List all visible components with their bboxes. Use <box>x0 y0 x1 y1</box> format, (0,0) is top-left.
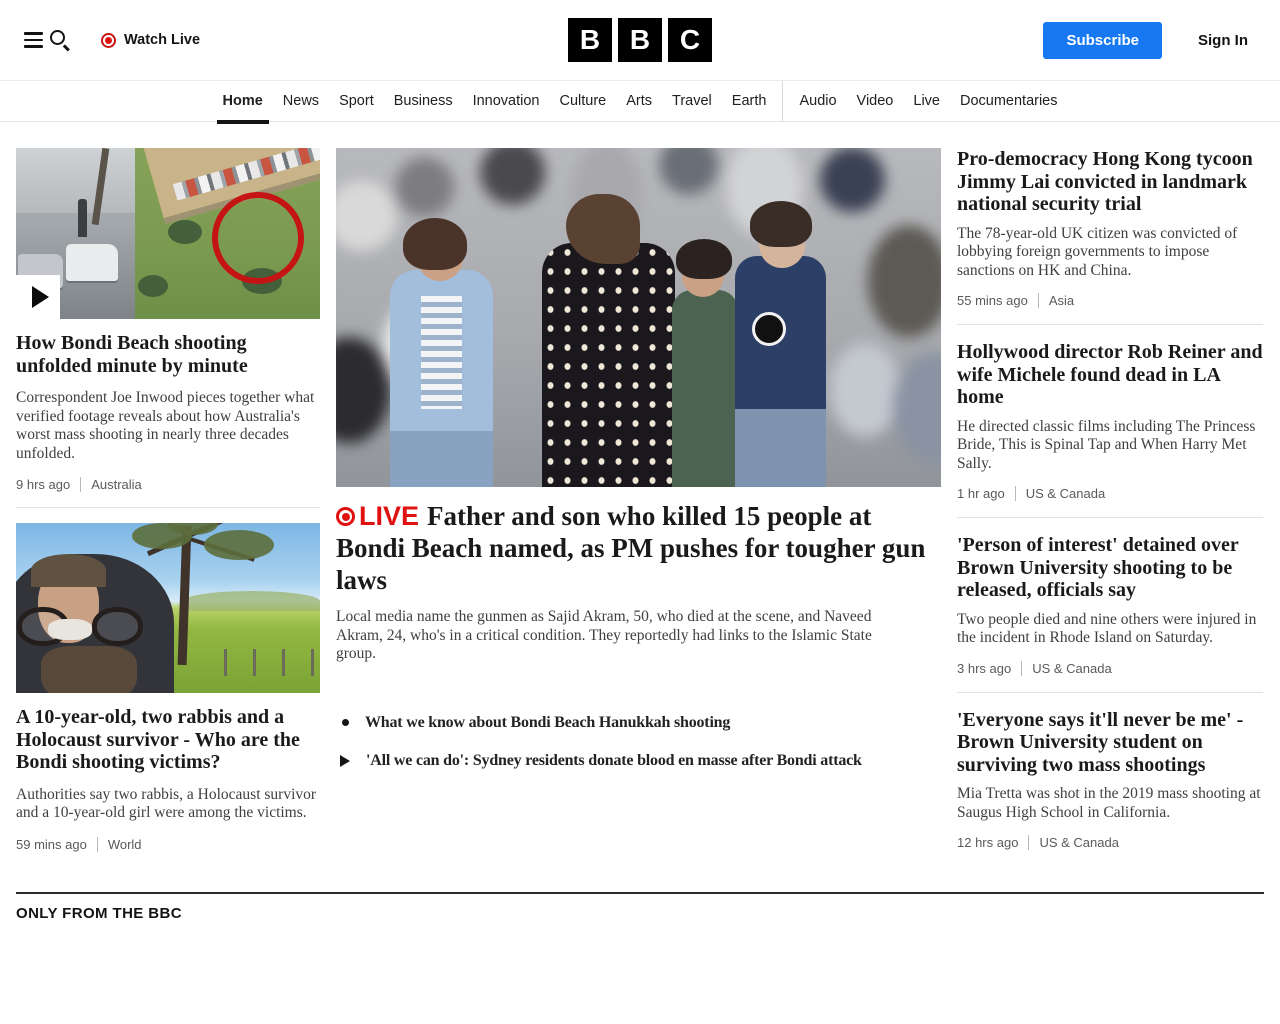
related-link-2[interactable] <box>336 752 941 770</box>
nav-item-arts[interactable]: Arts <box>626 93 653 109</box>
right-story-1-summary: The 78-year-old UK citizen was convicted of lobbying foreign governments to impose sanctions on HK and China. <box>957 224 1238 279</box>
logo-letter: B <box>618 18 662 62</box>
mourner-figure <box>672 290 739 487</box>
left-story-1-summary: Correspondent Joe Inwood pieces together what verified footage reveals about how Australia's worst mass shooting in nearly three decades unfolded. <box>16 389 315 462</box>
right-story-2-headline[interactable]: Hollywood director Rob Reiner and wife Michele found dead in LA home <box>957 341 1263 408</box>
category-link[interactable]: Australia <box>91 477 142 492</box>
person-shape <box>16 554 174 693</box>
left-story-2-image[interactable] <box>16 523 320 693</box>
timestamp: 12 hrs ago <box>957 835 1019 850</box>
left-story-2-meta <box>16 837 320 852</box>
left-story-1-video-thumbnail[interactable] <box>16 148 320 319</box>
right-story-1 <box>957 148 1263 308</box>
nav-item-audio[interactable]: Audio <box>799 93 837 109</box>
logo-letter: B <box>568 18 612 62</box>
meta-divider <box>1021 661 1022 676</box>
subscribe-button[interactable]: Subscribe <box>1043 22 1162 59</box>
site-header <box>0 0 1280 80</box>
left-story-2-headline[interactable]: A 10-year-old, two rabbis and a Holocaust survivor - Who are the Bondi shooting victims? <box>16 706 300 773</box>
sign-in-button[interactable]: Sign In <box>1198 31 1248 49</box>
nav-item-news[interactable]: News <box>282 93 320 109</box>
timestamp: 1 hr ago <box>957 486 1005 501</box>
bullet-icon <box>342 719 349 726</box>
primary-nav <box>0 80 1280 122</box>
right-story-2-summary: He directed classic films including The Princess Bride, This is Spinal Tap and When Harry Met Sally. <box>957 417 1256 472</box>
red-circle-annotation <box>212 192 304 284</box>
live-dot-icon <box>101 33 116 48</box>
watch-live-label: Watch Live <box>124 32 201 48</box>
search-icon <box>49 29 71 51</box>
right-story-3-meta <box>957 661 1263 676</box>
nav-item-earth[interactable]: Earth <box>731 93 767 109</box>
right-story-4-summary: Mia Tretta was shot in the 2019 mass shooting at Saugus High School in California. <box>957 785 1261 821</box>
play-icon[interactable] <box>16 275 60 319</box>
left-column <box>16 148 320 852</box>
nav-divider <box>782 81 783 121</box>
divider <box>16 507 320 508</box>
live-badge: LIVE <box>359 501 420 531</box>
left-story-1 <box>16 148 320 492</box>
divider <box>957 692 1263 693</box>
meta-divider <box>1028 835 1029 850</box>
section-divider <box>16 892 1264 894</box>
meta-divider <box>97 837 98 852</box>
mourner-figure <box>390 270 493 487</box>
related-links <box>336 714 941 770</box>
right-story-4-headline[interactable]: 'Everyone says it'll never be me' - Brown University student on surviving two mass shootings <box>957 708 1244 776</box>
right-story-2 <box>957 341 1263 501</box>
related-link-2-label: 'All we can do': Sydney residents donate blood en masse after Bondi attack <box>366 751 862 769</box>
hamburger-icon <box>24 32 43 48</box>
nav-item-video[interactable]: Video <box>856 93 894 109</box>
left-story-2 <box>16 523 320 852</box>
right-story-1-meta <box>957 293 1263 308</box>
mourner-figure <box>735 256 826 487</box>
right-story-1-headline[interactable]: Pro-democracy Hong Kong tycoon Jimmy Lai convicted in landmark national security trial <box>957 148 1253 215</box>
category-link[interactable]: US & Canada <box>1039 835 1119 850</box>
logo-letter: C <box>668 18 712 62</box>
only-from-bbc-title: ONLY FROM THE BBC <box>16 904 182 922</box>
category-link[interactable]: US & Canada <box>1025 486 1106 501</box>
right-story-3 <box>957 534 1263 676</box>
left-story-2-summary: Authorities say two rabbis, a Holocaust survivor and a 10-year-old girl were among the victims. <box>16 785 317 821</box>
main-story-image[interactable] <box>336 148 941 487</box>
nav-item-travel[interactable]: Travel <box>672 93 712 109</box>
main-headline-text: Father and son who killed 15 people at Bondi Beach named, as PM pushes for tougher gun laws <box>336 501 926 595</box>
nav-item-innovation[interactable]: Innovation <box>472 93 540 109</box>
nav-item-home[interactable]: Home <box>213 80 273 122</box>
divider <box>957 517 1263 518</box>
right-story-3-summary: Two people died and nine others were injured in the incident in Rhode Island on Saturday. <box>957 610 1257 646</box>
category-link[interactable]: World <box>107 836 142 852</box>
right-column <box>957 148 1263 852</box>
category-link[interactable]: Asia <box>1048 293 1075 308</box>
bbc-logo[interactable] <box>568 18 712 62</box>
menu-search-button[interactable] <box>24 29 71 51</box>
left-story-1-meta <box>16 477 320 492</box>
divider <box>957 324 1263 325</box>
timestamp: 55 mins ago <box>957 293 1028 308</box>
category-link[interactable]: US & Canada <box>1032 660 1112 676</box>
timestamp: 59 mins ago <box>16 836 87 852</box>
play-bullet-icon <box>340 755 350 767</box>
right-story-4 <box>957 709 1263 851</box>
meta-divider <box>1038 293 1039 308</box>
header-actions <box>1043 22 1248 59</box>
nav-item-sport[interactable]: Sport <box>339 93 374 109</box>
related-link-1[interactable] <box>336 714 941 732</box>
meta-divider <box>1015 486 1016 501</box>
meta-divider <box>80 477 81 492</box>
nav-item-live[interactable]: Live <box>913 93 940 109</box>
live-icon <box>336 507 355 526</box>
nav-item-documentaries[interactable]: Documentaries <box>959 93 1058 109</box>
center-column <box>336 148 941 852</box>
right-story-4-meta <box>957 835 1263 850</box>
main-content <box>0 148 1280 852</box>
watch-live-button[interactable] <box>101 32 200 48</box>
aerial-view-pane <box>135 148 320 319</box>
related-link-1-label: What we know about Bondi Beach Hanukkah shooting <box>365 713 731 731</box>
timestamp: 3 hrs ago <box>957 660 1012 676</box>
nav-item-culture[interactable]: Culture <box>559 93 607 109</box>
right-story-3-headline[interactable]: 'Person of interest' detained over Brown University shooting to be released, officials say <box>957 534 1239 601</box>
nav-item-business[interactable]: Business <box>393 93 453 109</box>
main-story-headline[interactable] <box>336 500 941 596</box>
right-story-2-meta <box>957 486 1263 501</box>
timestamp: 9 hrs ago <box>16 477 71 492</box>
main-story-summary: Local media name the gunmen as Sajid Akram, 50, who died at the scene, and Naveed Akram, 24, who's in a critical condition. They reportedly had links to the Islamic State group. <box>336 608 872 662</box>
left-story-1-headline[interactable]: How Bondi Beach shooting unfolded minute by minute <box>16 332 248 377</box>
mourner-figure <box>542 243 675 487</box>
